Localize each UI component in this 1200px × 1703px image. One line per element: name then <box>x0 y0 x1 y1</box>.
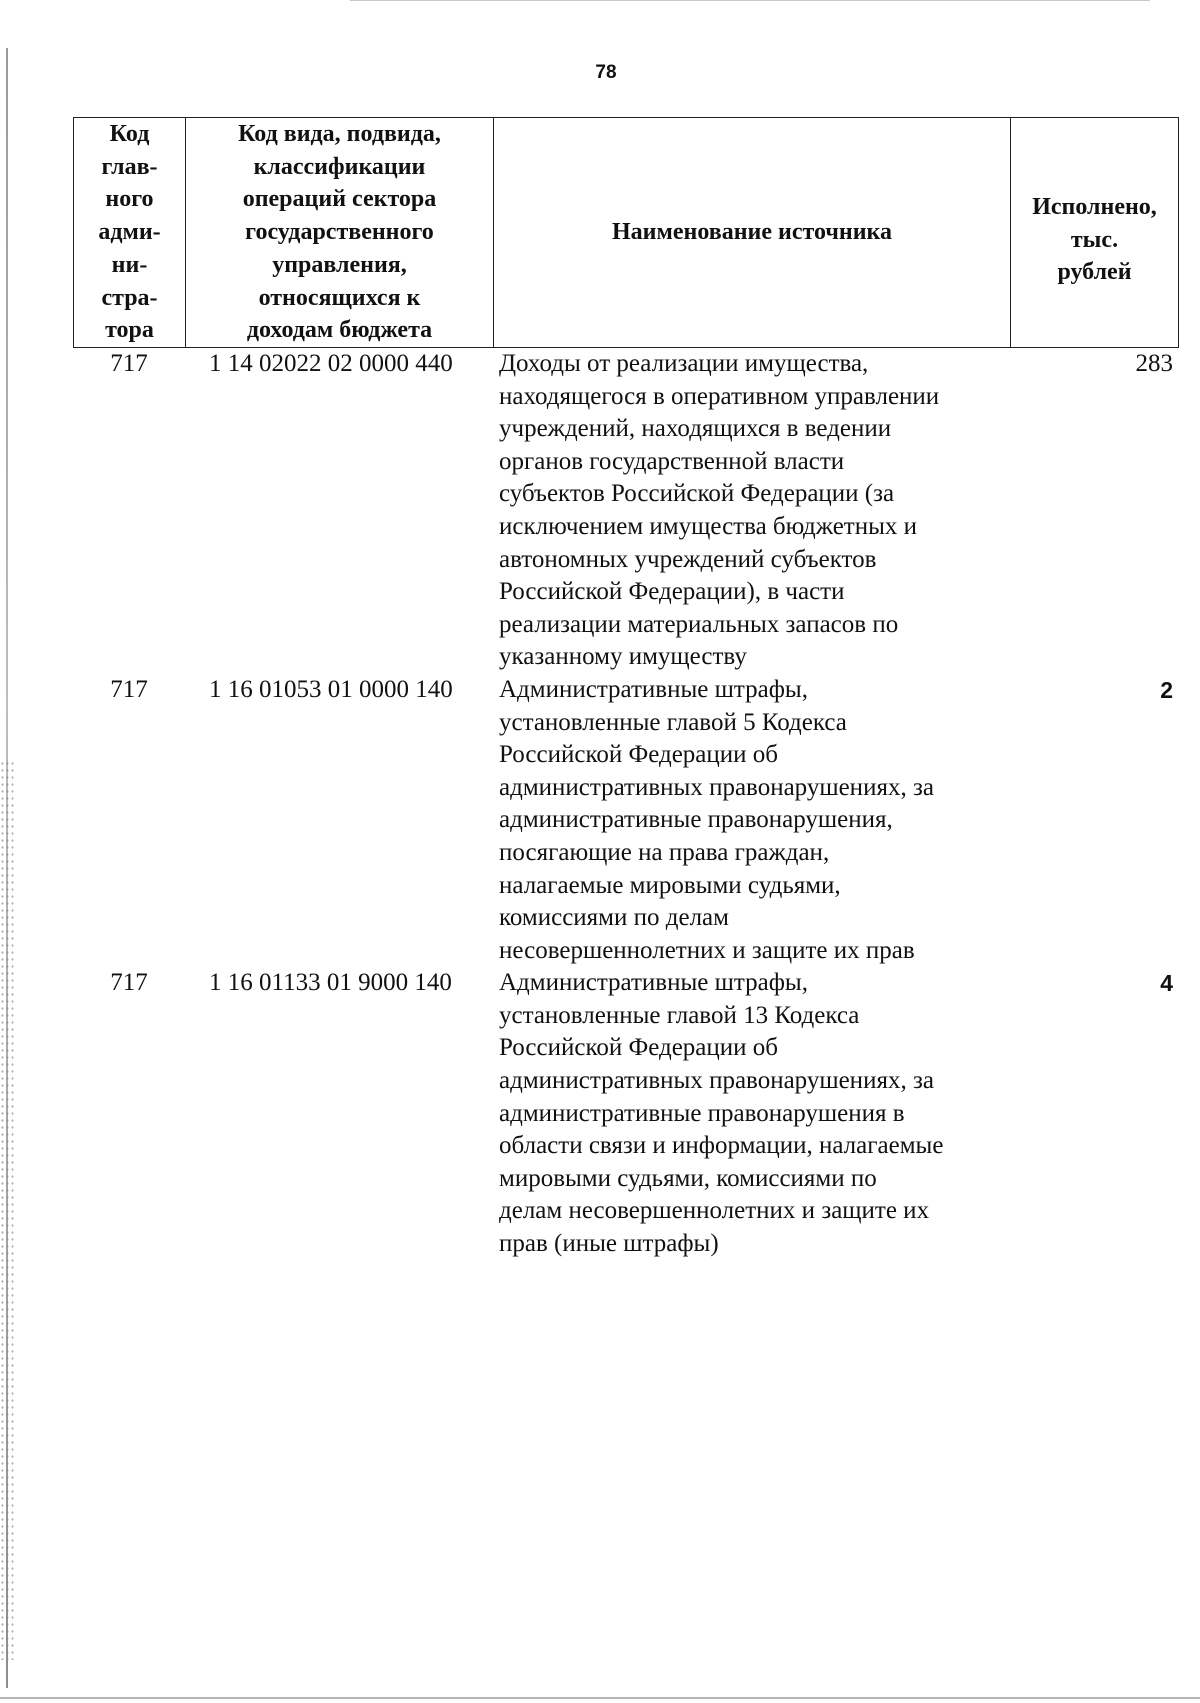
cell-type-code: 1 14 02022 02 0000 440 <box>209 350 453 377</box>
scan-top-edge <box>350 0 1150 1</box>
header-type-code-label: Код вида, подвида, классификации операций сектора государственного управления, относящихся к доходам бюджета <box>238 121 441 344</box>
header-name-label: Наименование источника <box>612 219 892 246</box>
scan-bottom-edge <box>0 1697 1200 1699</box>
header-amount-label: Исполнено, тыс. рублей <box>1032 194 1157 286</box>
page-number: 78 <box>595 62 617 83</box>
table-body <box>73 348 1179 1261</box>
header-amount <box>1011 118 1178 347</box>
cell-name: Административные штрафы, установленные главой 13 Кодекса Российской Федерации об административных правонарушениях, за административные правонарушения в области связи и информации, налагаемые мировыми судьями, комиссиями по делам несовершеннолетних и защите их прав (иные штрафы) <box>499 969 944 1258</box>
cell-admin-code: 717 <box>110 969 148 997</box>
table-header <box>73 117 1179 348</box>
header-type-code <box>186 118 494 347</box>
header-admin-code <box>74 118 186 347</box>
table-row <box>73 967 1179 1260</box>
header-admin-code-label: Код глав- ного адми- ни- стра- тора <box>98 121 161 344</box>
cell-amount: 2 <box>1160 676 1173 703</box>
cell-name: Доходы от реализации имущества, находящегося в оперативном управлении учреждений, находящихся в ведении органов государственной власти субъектов Российской Федерации (за исключением имущества бюджетных и автономных учреждений субъектов Российской Федерации), в части реализации материальных запасов по указанному имуществу <box>499 350 940 671</box>
scan-noise <box>0 760 16 1660</box>
cell-type-code: 1 16 01053 01 0000 140 <box>209 675 453 703</box>
cell-admin-code: 717 <box>110 350 148 377</box>
cell-amount: 4 <box>1160 970 1173 997</box>
cell-name: Административные штрафы, установленные главой 5 Кодекса Российской Федерации об административных правонарушениях, за административные правонарушения, посягающие на права граждан, налагаемые мировыми судьями, комиссиями по делам несовершеннолетних и защите их прав <box>499 675 934 964</box>
cell-amount: 283 <box>1135 350 1173 377</box>
table-row <box>73 674 1179 967</box>
table-row <box>73 348 1179 674</box>
header-name <box>494 118 1011 347</box>
cell-admin-code: 717 <box>110 675 148 703</box>
cell-type-code: 1 16 01133 01 9000 140 <box>209 969 452 997</box>
